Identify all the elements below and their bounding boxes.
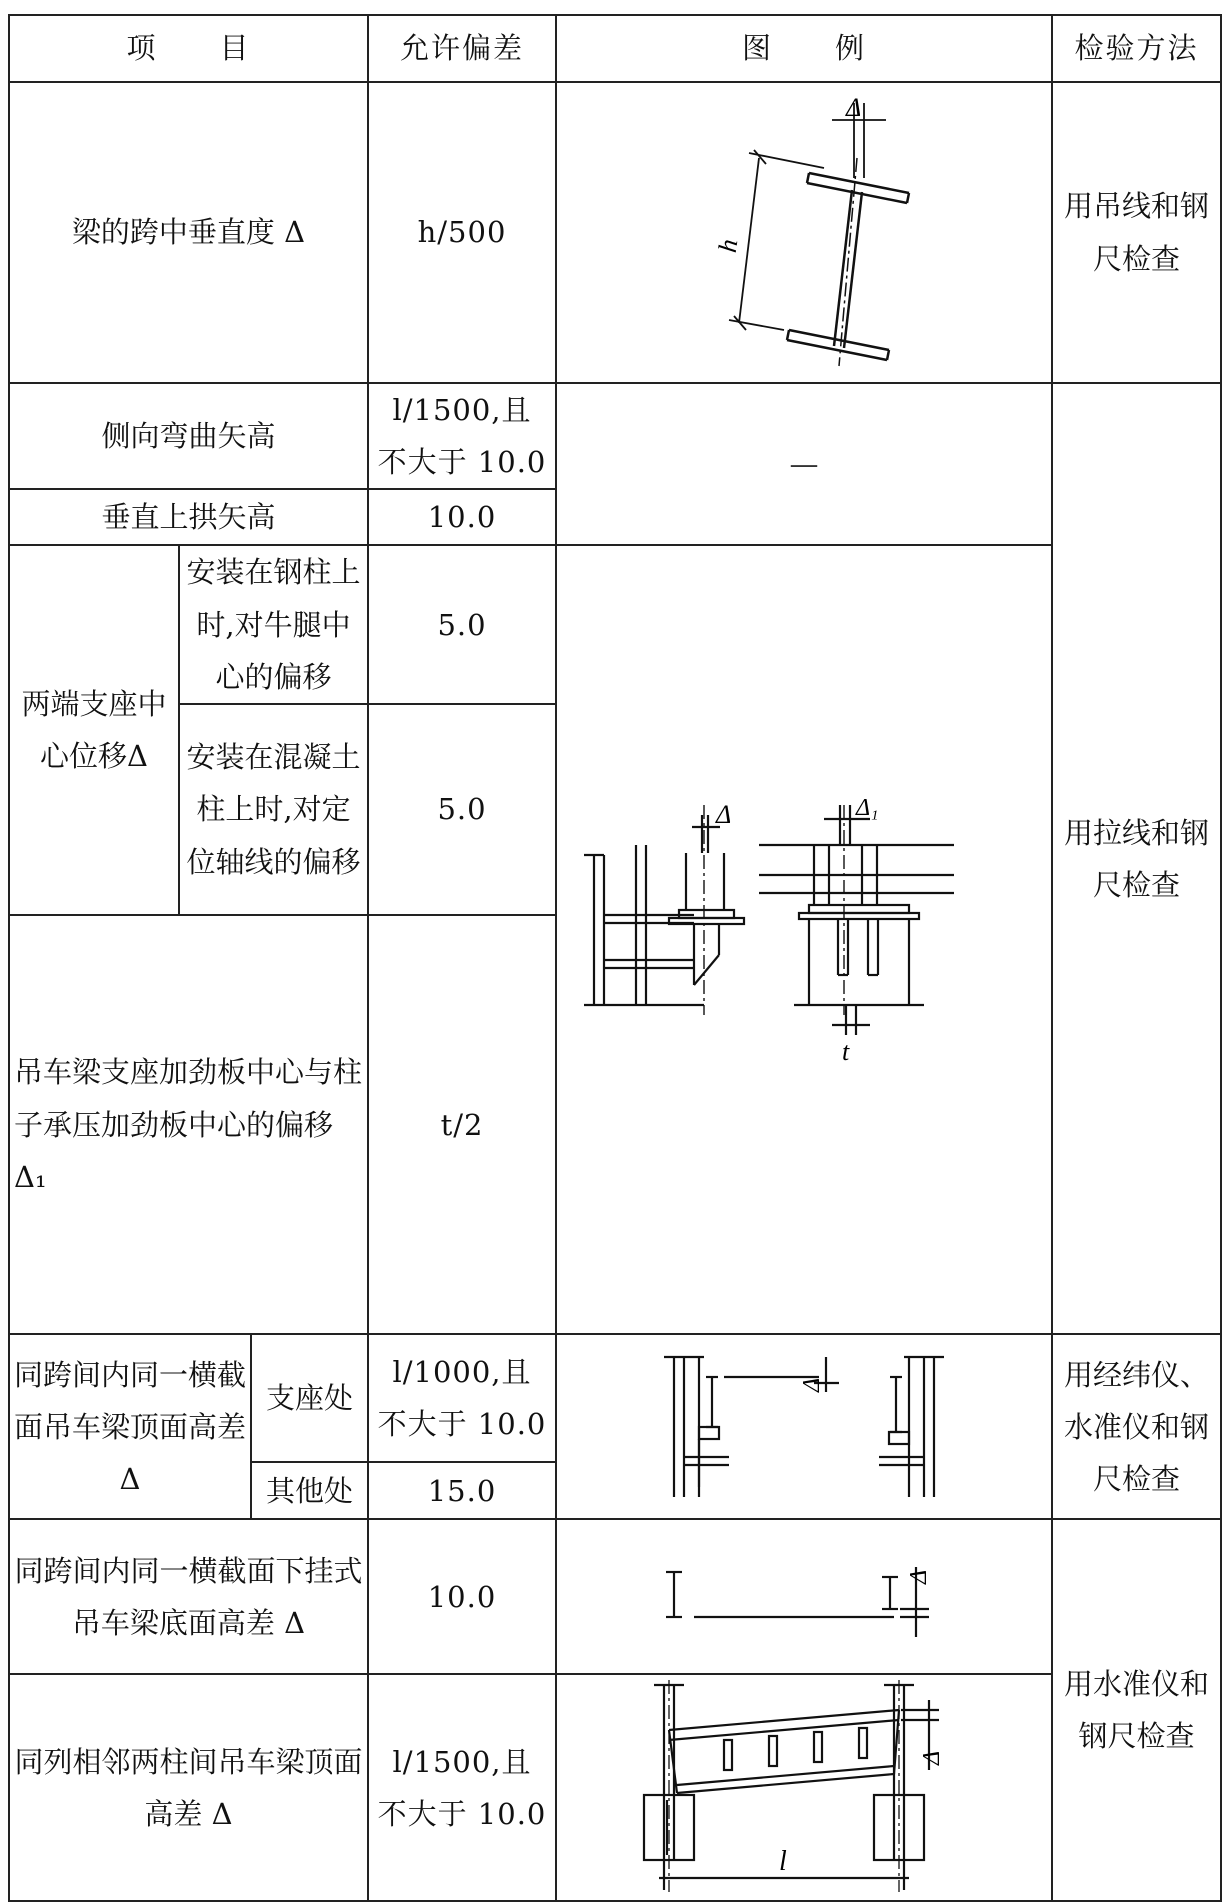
item-cell: 垂直上拱矢高 <box>9 489 368 545</box>
adjacent-columns-figure <box>639 1680 969 1895</box>
delta-label: Δ <box>799 1377 825 1392</box>
tolerance-cell: 5.0 <box>368 704 556 915</box>
method-cell: 用拉线和钢尺检查 <box>1052 383 1221 1334</box>
group-cell: 同跨间内同一横截面吊车梁顶面高差 Δ <box>9 1334 251 1519</box>
t-label: t <box>842 1036 850 1066</box>
sub-item-cell: 其他处 <box>251 1462 368 1519</box>
beam-verticality-figure <box>654 98 954 368</box>
tolerance-line: 不大于 10.0 <box>377 1407 547 1442</box>
figure-cell: — <box>556 383 1052 545</box>
row-top-elevation-support <box>9 1334 1221 1462</box>
method-cell: 用吊线和钢尺检查 <box>1052 82 1221 383</box>
tolerance-line: 不大于 10.0 <box>377 445 547 480</box>
delta-label: Δ <box>846 97 862 122</box>
header-figure: 图 例 <box>556 15 1052 82</box>
figure-cell <box>556 1519 1052 1674</box>
method-cell: 用水准仪和钢尺检查 <box>1052 1519 1221 1901</box>
tolerance-line: l/1500,且 <box>392 393 532 427</box>
row-adjacent-columns-elevation <box>9 1674 1221 1901</box>
tolerance-line: l/1000,且 <box>392 1355 532 1390</box>
tolerance-line: 不大于 10.0 <box>377 1796 547 1831</box>
tolerance-cell: t/2 <box>368 915 556 1335</box>
h-label: h <box>712 236 744 254</box>
tolerance-cell: 15.0 <box>368 1462 556 1519</box>
header-item: 项 目 <box>9 15 368 82</box>
figure-cell <box>556 545 1052 1334</box>
tolerance-cell: 10.0 <box>368 1519 556 1674</box>
figure-cell <box>556 1674 1052 1901</box>
item-cell: 同跨间内同一横截面下挂式吊车梁底面高差 Δ <box>9 1519 368 1674</box>
item-cell: 梁的跨中垂直度 Δ <box>9 82 368 383</box>
sub-item-cell: 安装在混凝土柱上时,对定位轴线的偏移 <box>179 704 368 915</box>
sub-item-cell: 支座处 <box>251 1334 368 1462</box>
sub-item-cell: 安装在钢柱上时,对牛腿中心的偏移 <box>179 545 368 704</box>
tolerance-cell <box>368 1674 556 1901</box>
delta1-label: Δ₁ <box>856 794 879 821</box>
row-support-offset-steel <box>9 545 1221 704</box>
method-cell: 用经纬仪、水准仪和钢尺检查 <box>1052 1334 1221 1519</box>
row-lateral-bending <box>9 383 1221 489</box>
tolerance-table <box>8 14 1222 1902</box>
row-bottom-elevation <box>9 1519 1221 1674</box>
item-cell: 吊车梁支座加劲板中心与柱子承压加劲板中心的偏移 Δ₁ <box>9 915 368 1335</box>
delta-label: Δ <box>919 1751 945 1766</box>
tolerance-cell <box>368 383 556 489</box>
header-tolerance: 允许偏差 <box>368 15 556 82</box>
tolerance-cell: 5.0 <box>368 545 556 704</box>
support-offset-figure <box>574 775 1034 1105</box>
delta-label: Δ <box>906 1569 932 1584</box>
l-label: l <box>779 1846 787 1878</box>
tolerance-cell <box>368 1334 556 1462</box>
header-method: 检验方法 <box>1052 15 1221 82</box>
group-cell: 两端支座中心位移Δ <box>9 545 179 915</box>
item-cell: 同列相邻两柱间吊车梁顶面高差 Δ <box>9 1674 368 1901</box>
tolerance-line: l/1500,且 <box>392 1744 532 1779</box>
delta-label: Δ <box>716 799 732 829</box>
figure-cell <box>556 1334 1052 1519</box>
top-elevation-figure <box>654 1347 954 1507</box>
row-mid-span-verticality <box>9 82 1221 383</box>
tolerance-cell: 10.0 <box>368 489 556 545</box>
tolerance-cell: h/500 <box>368 82 556 383</box>
item-cell: 侧向弯曲矢高 <box>9 383 368 489</box>
header-row <box>9 15 1221 82</box>
figure-cell <box>556 82 1052 383</box>
bottom-elevation-figure <box>654 1547 954 1647</box>
